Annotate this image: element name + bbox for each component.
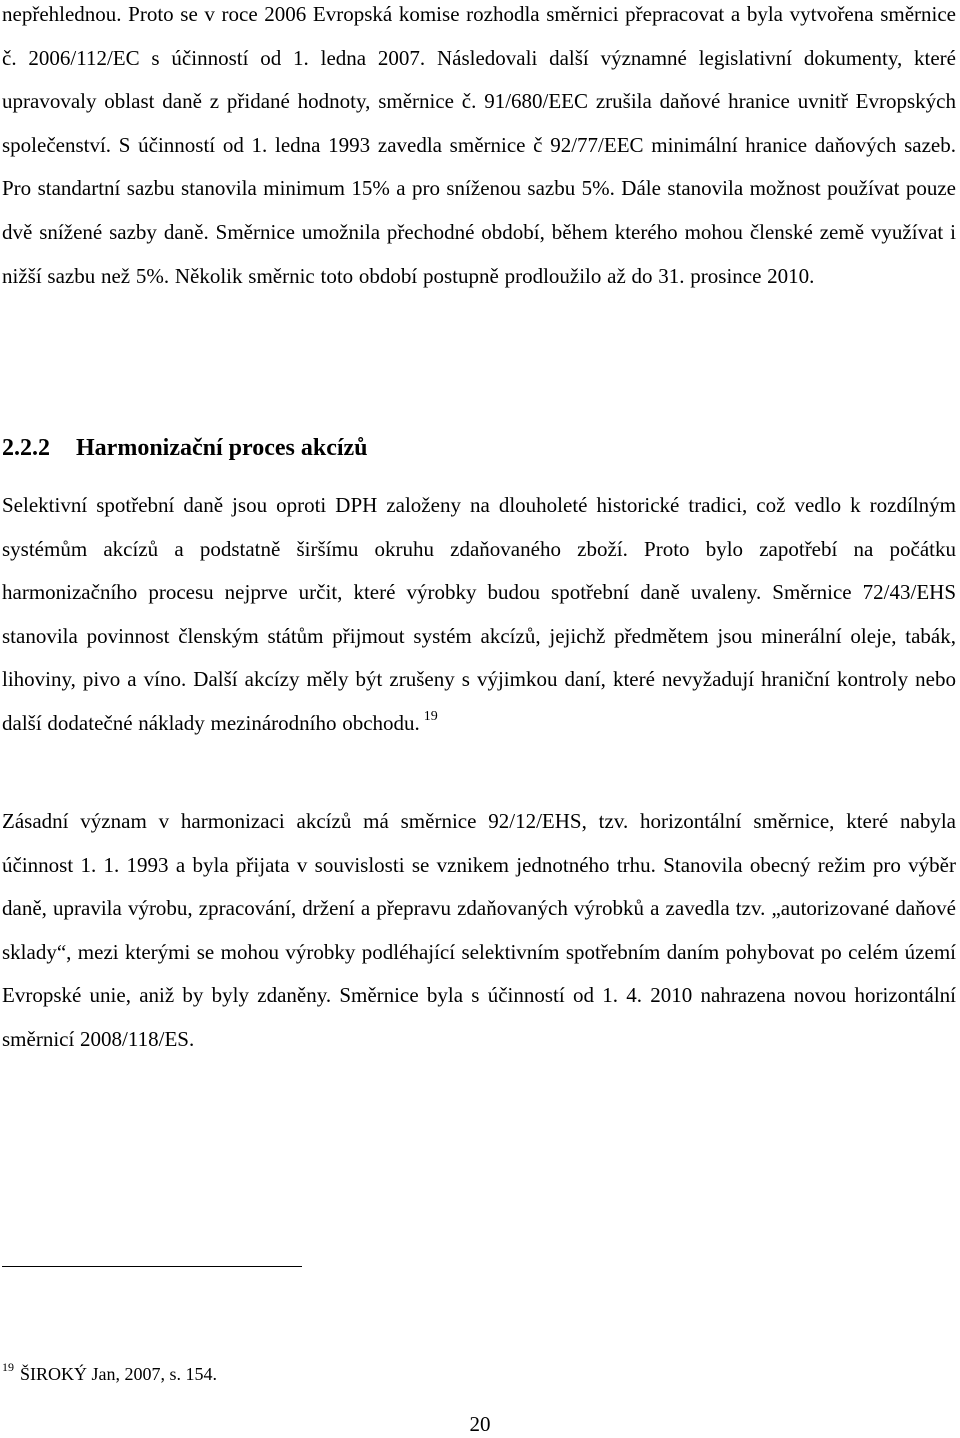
section-heading [2,428,956,468]
footnote [2,1360,217,1388]
footnote-marker: 19 [2,1360,14,1374]
footnote-separator [2,1266,302,1267]
body-paragraph-1: nepřehlednou. Proto se v roce 2006 Evropská komise rozhodla směrnici přepracovat a byla vytvořena směrnice č. 2006/112/EC s účinností od 1. ledna 2007. Následovali další významné legislativní dokumenty, které upravovaly oblast daně z přidané hodnoty, směrnice č. 91/680/EEC zrušila daňové hranice uvnitř Evropských společenství. S účinností od 1. ledna 1993 zavedla směrnice č 92/77/EEC minimální hranice daňových sazeb. Pro standartní sazbu stanovila minimum 15% a pro sníženou sazbu 5%. Dále stanovila možnost používat pouze dvě snížené sazby daně. Směrnice umožnila přechodné období, během kterého mohou členské země využívat i nižší sazbu než 5%. Několik směrnic toto období postupně prodloužilo až do 31. prosince 2010. [2,2,956,288]
body-paragraph-2 [2,484,956,746]
section-title: Harmonizační proces akcízů [76,435,368,461]
section-number: 2.2.2 [2,435,50,461]
page-number: 20 [469,1412,491,1436]
body-paragraph-2-text: Selektivní spotřební daně jsou oproti DPH založeny na dlouholeté historické tradici, což vedlo k rozdílným systémům akcízů a podstatně širšímu okruhu zdaňovaného zboží. Proto bylo zapotřebí na počátku harmonizačního procesu nejprve určit, které výrobky budou spotřební daně uvaleny. Směrnice 72/43/EHS stanovila povinnost členským státům přijmout systém akcízů, jejichž předmětem jsou minerální oleje, tabák, lihoviny, pivo a víno. Další akcízy měly být zrušeny s výjimkou daní, které nevyžadují hraniční kontroly nebo další dodatečné náklady mezinárodního obchodu. [2,493,956,735]
body-paragraph-3: Zásadní význam v harmonizaci akcízů má směrnice 92/12/EHS, tzv. horizontální směrnice, které nabyla účinnost 1. 1. 1993 a byla přijata v souvislosti se vznikem jednotného trhu. Stanovila obecný režim pro výběr daně, upravila výrobu, zpracování, držení a přepravu zdaňovaných výrobků a zavedla tzv. „autorizované daňové sklady“, mezi kterými se mohou výrobky podléhající selektivním spotřebním daním pohybovat po celém území Evropské unie, aniž by byly zdaněny. Směrnice byla s účinností od 1. 4. 2010 nahrazena novou horizontální směrnicí 2008/118/ES. [2,809,956,1051]
footnote-text: ŠIROKÝ Jan, 2007, s. 154. [20,1364,218,1384]
footnote-reference[interactable]: 19 [423,708,438,724]
